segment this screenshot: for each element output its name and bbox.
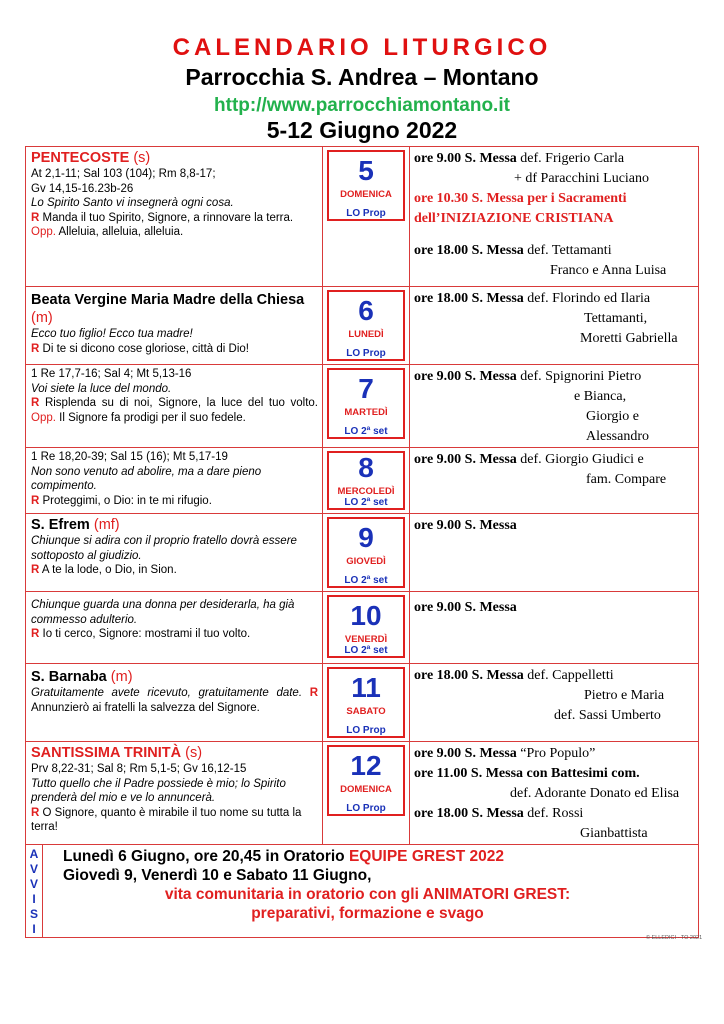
- mass-intention: def. Frigerio Carla: [520, 151, 625, 166]
- antiphon: Lo Spirito Santo vi insegnerà ogni cosa.: [31, 197, 234, 209]
- liturgy-of-hours: LO Prop: [346, 348, 386, 359]
- date-cell: [323, 287, 410, 365]
- liturgy-of-hours: LO 2ª set: [344, 575, 388, 586]
- date-cell: [323, 742, 410, 845]
- date-cell: [323, 664, 410, 742]
- liturgy-cell: [26, 664, 323, 742]
- liturgy-of-hours: LO Prop: [346, 208, 386, 219]
- day-number: 6: [358, 295, 374, 326]
- readings: [31, 167, 318, 196]
- date-box: [327, 595, 405, 658]
- mass-line: [414, 149, 694, 169]
- mass-line: [414, 261, 694, 281]
- liturgy-cell: [26, 742, 323, 845]
- liturgy-cell: [26, 365, 323, 448]
- antiphon: Ecco tuo figlio! Ecco tua madre!: [31, 328, 193, 340]
- feast-name: SANTISSIMA TRINITÀ: [31, 745, 182, 761]
- response-marker: R: [31, 494, 40, 507]
- date-box: [327, 517, 405, 588]
- psalm-response: [31, 494, 318, 509]
- mass-line: [414, 387, 694, 407]
- reading-line: 1 Re 17,7-16; Sal 4; Mt 5,13-16: [31, 368, 192, 380]
- feast-name: Beata Vergine Maria Madre della Chiesa: [31, 292, 305, 308]
- reading-line: At 2,1-11; Sal 103 (104); Rm 8,8-17;: [31, 168, 216, 180]
- response-marker: R: [31, 628, 40, 640]
- notice-line: [63, 847, 692, 866]
- mass-line: dell’INIZIAZIONE CRISTIANA: [414, 211, 614, 226]
- response-text: Annunzierò ai fratelli la salvezza del Signore.: [31, 701, 260, 714]
- antiphon: Gratuitamente avete ricevuto, gratuitamente date.: [31, 687, 303, 699]
- weekday: LUNEDÌ: [348, 329, 384, 340]
- antiphon: Tutto quello che il Padre possiede è mio; lo Spirito prenderà del mio e ve lo annuncerà.: [31, 777, 286, 804]
- weekday: VENERDÌ: [344, 634, 388, 645]
- day-row: [26, 514, 699, 592]
- copyright-note: © ELLEDICI - TO 2021: [646, 935, 703, 941]
- mass-intention: Alessandro: [586, 429, 649, 444]
- weekday: DOMENICA: [340, 784, 392, 795]
- response-text: A te la lode, o Dio, in Sion.: [41, 564, 177, 576]
- opp-text: Il Signore fa prodigi per il suo fedele.: [59, 411, 246, 424]
- avvisi-letter: I: [32, 922, 36, 936]
- response-marker: R: [31, 397, 40, 409]
- mass-intention: Moretti Gabriella: [580, 331, 678, 346]
- parish-website-link[interactable]: http://www.parrocchiamontano.it: [214, 95, 510, 116]
- mass-line: [414, 367, 694, 387]
- masses-cell: [410, 365, 699, 448]
- notice-line: vita comunitaria in oratorio con gli ANIMATORI GREST:: [164, 886, 571, 903]
- notices-cell: [26, 845, 699, 938]
- notice-line: preparativi, formazione e svago: [251, 905, 484, 922]
- masses-cell: [410, 742, 699, 845]
- week-dates: 5-12 Giugno 2022: [266, 117, 458, 143]
- masses-cell: [410, 147, 699, 287]
- opp-label: Opp.: [31, 226, 56, 238]
- mass-line: [414, 706, 694, 726]
- mass-intention: Gianbattista: [580, 826, 648, 841]
- mass-time: ore 18.00 S. Messa: [414, 668, 524, 683]
- mass-line: ore 10.30 S. Messa per i Sacramenti: [414, 191, 627, 206]
- mass-line: [414, 744, 694, 764]
- mass-line: [414, 169, 694, 189]
- day-row: [26, 147, 699, 287]
- feast-rank: (m): [31, 310, 53, 326]
- response-text: Manda il tuo Spirito, Signore, a rinnovare la terra.: [42, 211, 294, 224]
- day-row: [26, 448, 699, 514]
- date-box: [327, 150, 405, 221]
- response-text: O Signore, quanto è mirabile il tuo nome su tutta la terra!: [31, 806, 302, 833]
- date-box: [327, 368, 405, 439]
- opp-label: Opp.: [31, 411, 56, 424]
- mass-intention: e Bianca,: [574, 389, 627, 404]
- date-cell: [323, 514, 410, 592]
- response-text: Proteggimi, o Dio: in te mi rifugio.: [42, 494, 212, 507]
- day-number: 8: [358, 452, 374, 483]
- mass-line: [414, 686, 694, 706]
- weekday: DOMENICA: [340, 189, 392, 200]
- mass-line: [414, 289, 694, 309]
- mass-line: [414, 427, 694, 447]
- mass-intention: Tettamanti,: [584, 311, 648, 326]
- feast-rank: (s): [133, 150, 151, 166]
- antiphon-and-response: [31, 686, 318, 715]
- mass-intention: + df Paracchini Luciano: [514, 171, 650, 186]
- weekday: SABATO: [346, 706, 386, 717]
- mass-line: [414, 450, 694, 470]
- masses-cell: [410, 514, 699, 592]
- feast-name: S. Efrem: [31, 517, 90, 533]
- mass-intention: def. Rossi: [527, 806, 584, 821]
- day-row: [26, 592, 699, 664]
- response-marker: R: [31, 564, 40, 576]
- calendar-title: CALENDARIO LITURGICO: [172, 34, 552, 61]
- mass-time: ore 9.00 S. Messa: [414, 746, 517, 761]
- psalm-response: [31, 211, 318, 240]
- psalm-response: [31, 806, 318, 835]
- mass-intention: Franco e Anna Luisa: [550, 263, 667, 278]
- liturgy-cell: [26, 287, 323, 365]
- masses-cell: [410, 592, 699, 664]
- mass-line: [414, 329, 694, 349]
- liturgy-of-hours: LO Prop: [346, 725, 386, 736]
- date-box: [327, 745, 405, 816]
- mass-line: [414, 407, 694, 427]
- mass-intention: def. Adorante Donato ed Elisa: [510, 786, 680, 801]
- notices-text: [43, 845, 698, 937]
- day-row: [26, 742, 699, 845]
- reading-line: 1 Re 18,20-39; Sal 15 (16); Mt 5,17-19: [31, 451, 228, 463]
- mass-intention: def. Giorgio Giudici e: [520, 452, 644, 467]
- psalm-response: [31, 396, 318, 425]
- mass-time: ore 9.00 S. Messa: [414, 369, 517, 384]
- antiphon: Chiunque si adira con il proprio fratello dovrà essere sottoposto al giudizio.: [31, 535, 297, 562]
- mass-time: ore 9.00 S. Messa: [414, 518, 517, 533]
- weekday: GIOVEDÌ: [346, 556, 386, 567]
- mass-intention: def. Spignorini Pietro: [520, 369, 642, 384]
- psalm-response: [31, 342, 318, 357]
- day-number: 7: [358, 373, 374, 404]
- avvisi-letter: I: [32, 892, 36, 906]
- mass-line: [414, 666, 694, 686]
- weekday: MARTEDÌ: [344, 407, 388, 418]
- liturgy-cell: [26, 592, 323, 664]
- masses-cell: [410, 448, 699, 514]
- mass-time: ore 18.00 S. Messa: [414, 243, 524, 258]
- liturgy-cell: [26, 448, 323, 514]
- mass-time: ore 18.00 S. Messa: [414, 291, 524, 306]
- avvisi-letter: V: [29, 877, 38, 891]
- weekday: MERCOLEDÌ: [337, 486, 395, 497]
- day-row: [26, 664, 699, 742]
- mass-time: ore 9.00 S. Messa: [414, 600, 517, 615]
- date-cell: [323, 147, 410, 287]
- notices-row: [26, 845, 699, 938]
- day-number: 9: [358, 522, 374, 553]
- day-number: 12: [350, 750, 382, 781]
- liturgy-of-hours: LO 2ª set: [344, 645, 388, 656]
- response-marker: R: [31, 806, 40, 819]
- feast-rank: (mf): [93, 517, 120, 533]
- reading-line: Prv 8,22-31; Sal 8; Rm 5,1-5; Gv 16,12-15: [31, 763, 247, 775]
- mass-line: [414, 516, 694, 536]
- mass-intention: fam. Compare: [586, 472, 667, 487]
- feast-name: S. Barnaba: [31, 669, 107, 685]
- mass-time: ore 9.00 S. Messa: [414, 151, 517, 166]
- mass-line: [414, 241, 694, 261]
- masses-cell: [410, 664, 699, 742]
- response-text: Di te si dicono cose gloriose, città di Dio!: [42, 342, 249, 355]
- day-number: 10: [350, 600, 382, 631]
- parish-name: Parrocchia S. Andrea – Montano: [185, 64, 539, 90]
- mass-line: ore 11.00 S. Messa con Battesimi com.: [414, 766, 640, 781]
- mass-line: [414, 784, 694, 804]
- mass-intention: Pietro e Maria: [584, 688, 665, 703]
- response-text: Io ti cerco, Signore: mostrami il tuo volto.: [42, 628, 251, 640]
- mass-intention: Giorgio e: [586, 409, 640, 424]
- date-box: [327, 667, 405, 738]
- liturgy-of-hours: LO Prop: [346, 803, 386, 814]
- notice-line: Giovedì 9, Venerdì 10 e Sabato 11 Giugno,: [63, 867, 372, 884]
- day-number: 5: [358, 155, 374, 186]
- feast-name: PENTECOSTE: [31, 150, 130, 166]
- notice-text: Lunedì 6 Giugno, ore 20,45 in Oratorio: [63, 848, 345, 865]
- avvisi-letter: V: [29, 862, 38, 876]
- response-text: Risplenda su di noi, Signore, la luce del tuo volto.: [44, 397, 318, 409]
- antiphon: Non sono venuto ad abolire, ma a dare pieno compimento.: [31, 465, 262, 492]
- mass-line: [414, 594, 694, 618]
- reading-line: Gv 14,15-16.23b-26: [31, 182, 134, 195]
- antiphon: Chiunque guarda una donna per desiderarla, ha già commesso adulterio.: [31, 599, 295, 626]
- antiphon: Voi siete la luce del mondo.: [31, 382, 172, 395]
- feast-rank: (s): [185, 745, 203, 761]
- mass-intention: def. Cappelletti: [527, 668, 614, 683]
- liturgy-cell: [26, 514, 323, 592]
- mass-line: [414, 470, 694, 490]
- mass-time: ore 18.00 S. Messa: [414, 806, 524, 821]
- mass-intention: def. Sassi Umberto: [554, 708, 661, 723]
- date-cell: [323, 448, 410, 514]
- feast-rank: (m): [110, 669, 133, 685]
- liturgy-cell: [26, 147, 323, 287]
- mass-time: ore 9.00 S. Messa: [414, 452, 517, 467]
- date-cell: [323, 592, 410, 664]
- liturgy-of-hours: LO 2ª set: [344, 497, 388, 508]
- date-box: [327, 451, 405, 510]
- mass-line: [414, 309, 694, 329]
- psalm-response: [31, 627, 318, 642]
- date-cell: [323, 365, 410, 448]
- masses-cell: [410, 287, 699, 365]
- day-row: [26, 365, 699, 448]
- mass-line: [414, 804, 694, 824]
- response-marker: R: [31, 211, 40, 224]
- avvisi-letter: S: [29, 907, 38, 921]
- date-box: [327, 290, 405, 361]
- mass-line: [414, 824, 694, 844]
- day-number: 11: [351, 672, 381, 703]
- psalm-response: [31, 563, 318, 578]
- opp-text: Alleluia, alleluia, alleluia.: [58, 226, 184, 238]
- response-marker: R: [31, 342, 40, 355]
- notice-highlight: EQUIPE GREST 2022: [348, 848, 505, 865]
- avvisi-vertical-label: [26, 845, 43, 937]
- mass-intention: “Pro Populo”: [520, 746, 596, 761]
- liturgical-calendar-table: [25, 146, 699, 938]
- avvisi-letter: A: [29, 847, 39, 861]
- mass-intention: def. Florindo ed Ilaria: [527, 291, 651, 306]
- day-row: [26, 287, 699, 365]
- liturgy-of-hours: LO 2ª set: [344, 426, 388, 437]
- response-marker: R: [309, 687, 318, 699]
- mass-intention: def. Tettamanti: [527, 243, 612, 258]
